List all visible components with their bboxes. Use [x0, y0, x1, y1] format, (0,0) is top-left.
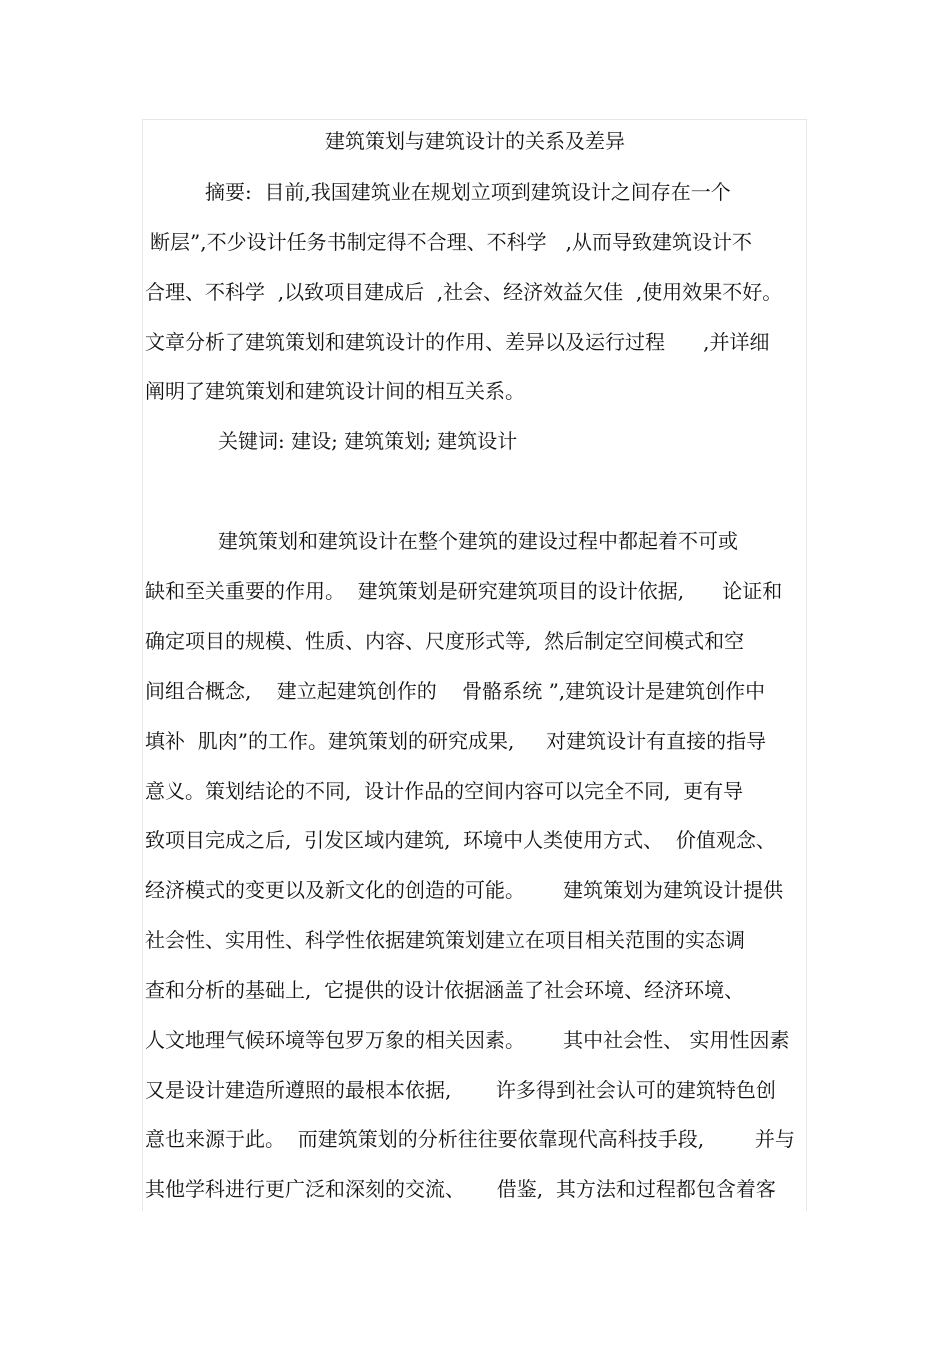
abstract-line: 摘要: 目前,我国建筑业在规划立项到建筑设计之间存在一个 [205, 180, 731, 204]
abstract-line: 阐明了建筑策划和建筑设计间的相互关系。 [145, 379, 525, 403]
body-line: 经济模式的变更以及新文化的创造的可能。 建筑策划为建筑设计提供 [145, 878, 784, 902]
body-line: 意也来源于此。 而建筑策划的分析往往要依靠现代高科技手段, 并与 [145, 1127, 795, 1151]
body-line: 意义。策划结论的不同, 设计作品的空间内容可以完全不同, 更有导 [145, 779, 744, 803]
abstract-line: 合理、不科学 ,以致项目建成后 ,社会、经济效益欠佳 ,使用效果不好。 [145, 280, 783, 304]
body-line: 缺和至关重要的作用。 建筑策划是研究建筑项目的设计依据, 论证和 [145, 579, 783, 603]
body-line: 其他学科进行更广泛和深刻的交流、 借鉴, 其方法和过程都包含着客 [145, 1177, 776, 1201]
body-line: 社会性、实用性、科学性依据建筑策划建立在项目相关范围的实态调 [145, 928, 745, 952]
document-title: 建筑策划与建筑设计的关系及差异 [325, 129, 625, 153]
body-line: 间组合概念, 建立起建筑创作的 骨骼系统 ”,建筑设计是建筑创作中 [145, 679, 766, 703]
abstract-line: 文章分析了建筑策划和建筑设计的作用、差异以及运行过程 ,并详细 [145, 330, 770, 354]
body-line: 填补 肌肉”的工作。建筑策划的研究成果, 对建筑设计有直接的指导 [145, 729, 767, 753]
body-line: 确定项目的规模、性质、内容、尺度形式等, 然后制定空间模式和空 [145, 629, 745, 653]
body-line: 致项目完成之后, 引发区域内建筑, 环境中人类使用方式、 价值观念、 [145, 828, 776, 852]
body-line: 又是设计建造所遵照的最根本依据, 许多得到社会认可的建筑特色创 [145, 1078, 776, 1102]
body-line: 查和分析的基础上, 它提供的设计依据涵盖了社会环境、经济环境、 [145, 978, 745, 1002]
body-line: 人文地理气候环境等包罗万象的相关因素。 其中社会性、 实用性因素 [145, 1028, 790, 1052]
abstract-line: 断层”,不少设计任务书制定得不合理、不科学 ,从而导致建筑设计不 [150, 230, 753, 254]
body-line: 建筑策划和建筑设计在整个建筑的建设过程中都起着不可或 [218, 529, 738, 553]
keywords: 关键词: 建设; 建筑策划; 建筑设计 [218, 429, 518, 453]
